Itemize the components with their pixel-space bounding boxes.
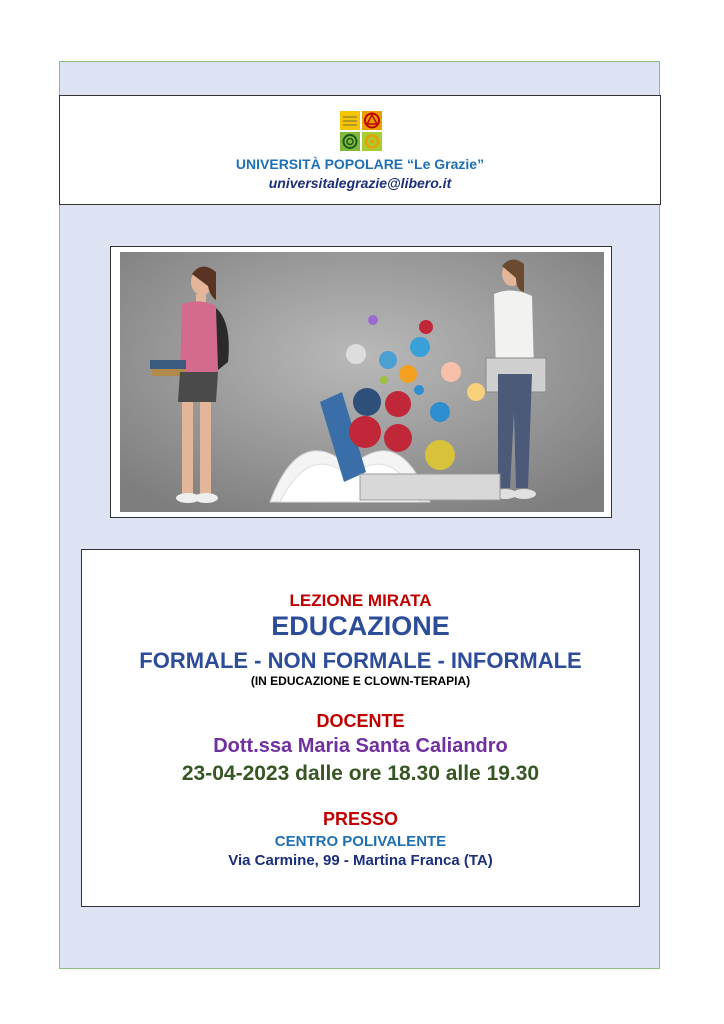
education-illustration-photo (120, 252, 604, 512)
teacher-label: DOCENTE (316, 711, 405, 731)
teacher-name: Dott.ssa Maria Santa Caliandro (213, 735, 508, 757)
university-name: UNIVERSITÀ POPOLARE “Le Grazie” (235, 156, 485, 172)
event-title: EDUCAZIONE (271, 611, 450, 641)
venue-name: CENTRO POLIVALENTE (274, 833, 447, 850)
event-subtitle: FORMALE - NON FORMALE - INFORMALE (139, 648, 582, 673)
university-logo-icon (340, 111, 382, 151)
event-info-box (81, 549, 640, 907)
header-box (59, 95, 661, 205)
photo-frame (110, 246, 612, 518)
event-type-label: LEZIONE MIRATA (289, 591, 432, 610)
location-label: PRESSO (322, 809, 399, 829)
university-email: universitalegrazie@libero.it (268, 175, 452, 191)
event-note: (IN EDUCAZIONE E CLOWN-TERAPIA) (250, 674, 471, 688)
venue-address: Via Carmine, 99 - Martina Franca (TA) (228, 852, 493, 869)
event-datetime: 23-04-2023 dalle ore 18.30 alle 19.30 (181, 762, 540, 785)
